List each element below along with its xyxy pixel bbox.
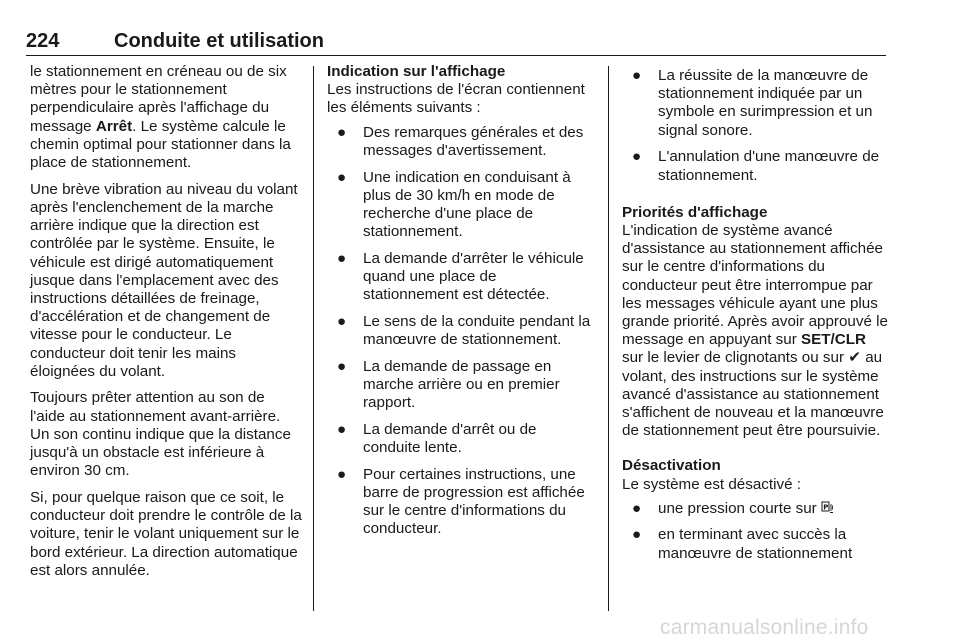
page-header bbox=[26, 30, 884, 52]
bullet-icon: ● bbox=[337, 420, 347, 438]
list-item: ● La demande d'arrêt ou de conduite lente. bbox=[337, 420, 537, 457]
bullet-icon: ● bbox=[337, 249, 347, 267]
heading-display-indication: Indication sur l'affichage bbox=[327, 63, 506, 80]
park-assist-button-icon bbox=[821, 501, 834, 514]
list-item: ● en terminant avec succès la manœuvre de stationnement bbox=[632, 526, 853, 562]
header-rule bbox=[26, 55, 886, 56]
display-intro: Les instructions de l'écran contiennent les éléments suivants : bbox=[327, 81, 585, 117]
bullet-icon: ● bbox=[337, 465, 347, 483]
set-clr-control: SET/CLR bbox=[801, 331, 866, 349]
bullet-icon: ● bbox=[337, 357, 347, 375]
list-item: ● Une indication en conduisant à plus de 30 km/h en mode de recherche d'une place de stationnement. bbox=[337, 168, 571, 241]
list-item: ● La demande d'arrêter le véhicule quand une place de stationnement est détectée. bbox=[337, 249, 584, 304]
spacer bbox=[622, 193, 890, 204]
column-2 bbox=[327, 63, 593, 547]
watermark: carmanualsonline.info bbox=[660, 616, 869, 639]
paragraph-vibration: Une brève vibration au niveau du volant après l'enclenchement de la marche arrière indique que la direction est contrôlée par le système. Ensuite, le véhicule est dirigé automatiquement jusque dans l'emplacement avec des instructions détaillées de freinage, d'accélération et de changement de vitesse pour le conducteur. Le conducteur doit tenir les mains éloignées du volant. bbox=[30, 180, 298, 380]
bullet-icon: ● bbox=[632, 67, 642, 84]
list-item: ● Le sens de la conduite pendant la manœuvre de stationnement. bbox=[337, 312, 591, 349]
bullet-icon: ● bbox=[632, 526, 642, 544]
deactivation-list bbox=[622, 500, 890, 563]
bullet-icon: ● bbox=[632, 148, 642, 166]
bullet-icon: ● bbox=[337, 168, 347, 186]
page-number: 224 bbox=[26, 30, 60, 52]
display-instructions-list-continued bbox=[622, 67, 890, 185]
spacer bbox=[622, 440, 890, 457]
paragraph-sound: Toujours prêter attention au son de l'aide au stationnement avant-arrière. Un son continu indique que la distance jusqu'à un obstacle est inférieure à environ 30 cm. bbox=[30, 389, 291, 480]
list-item: ● L'annulation d'une manœuvre de stationnement. bbox=[632, 148, 880, 184]
list-item: ● Des remarques générales et des messages d'avertissement. bbox=[337, 123, 584, 159]
list-item: ● La demande de passage en marche arrière ou en premier rapport. bbox=[337, 357, 560, 412]
heading-deactivation: Désactivation bbox=[622, 457, 721, 475]
checkmark-icon: ✔ bbox=[848, 349, 861, 367]
bullet-icon: ● bbox=[337, 312, 347, 330]
column-3 bbox=[622, 63, 890, 571]
paragraph-takeover: Si, pour quelque raison que ce soit, le conducteur doit prendre le contrôle de la voiture, tenir le volant uniquement sur le bord extérieur. La direction automatique est alors annulée. bbox=[30, 488, 302, 579]
display-instructions-list bbox=[327, 124, 593, 539]
list-item: ● une pression courte sur P bbox=[622, 500, 890, 518]
arret-message: Arrêt bbox=[95, 117, 133, 135]
heading-display-priorities: Priorités d'affichage bbox=[622, 203, 768, 221]
svg-text:P: P bbox=[823, 503, 829, 512]
paragraph-intro: le stationnement en créneau ou de six mètres pour le stationnement perpendiculaire après l'affichage du message Arrêt. Le système calcule le chemin optimal pour stationner dans la place de stationnement. bbox=[30, 63, 291, 172]
paragraph-priorities: L'indication de système avancé d'assistance au stationnement affichée sur le centre d'informations du conducteur peut être interrompue par les messages véhicule ayant une plus grande priorité. Après avoir approuvé le message en appuyant sur SET/CLR sur le levier de clignotants ou sur ✔ au volant, des instructions sur le système avancé d'assistance au stationnement s'affichent de nouveau et la manœuvre de stationnement peut être poursuivie. bbox=[622, 221, 888, 440]
column-divider-1 bbox=[313, 66, 314, 611]
column-1 bbox=[30, 63, 302, 588]
list-item: ● La réussite de la manœuvre de stationnement indiquée par un symbole en surimpression et un signal sonore. bbox=[632, 67, 873, 139]
list-item: ● Pour certaines instructions, une barre de progression est affichée sur le centre d'informations du conducteur. bbox=[337, 465, 585, 538]
bullet-icon: ● bbox=[337, 123, 347, 141]
deactivation-intro: Le système est désactivé : bbox=[622, 475, 801, 493]
section-title: Conduite et utilisation bbox=[114, 30, 324, 52]
column-divider-2 bbox=[608, 66, 609, 611]
bullet-icon: ● bbox=[632, 499, 642, 517]
